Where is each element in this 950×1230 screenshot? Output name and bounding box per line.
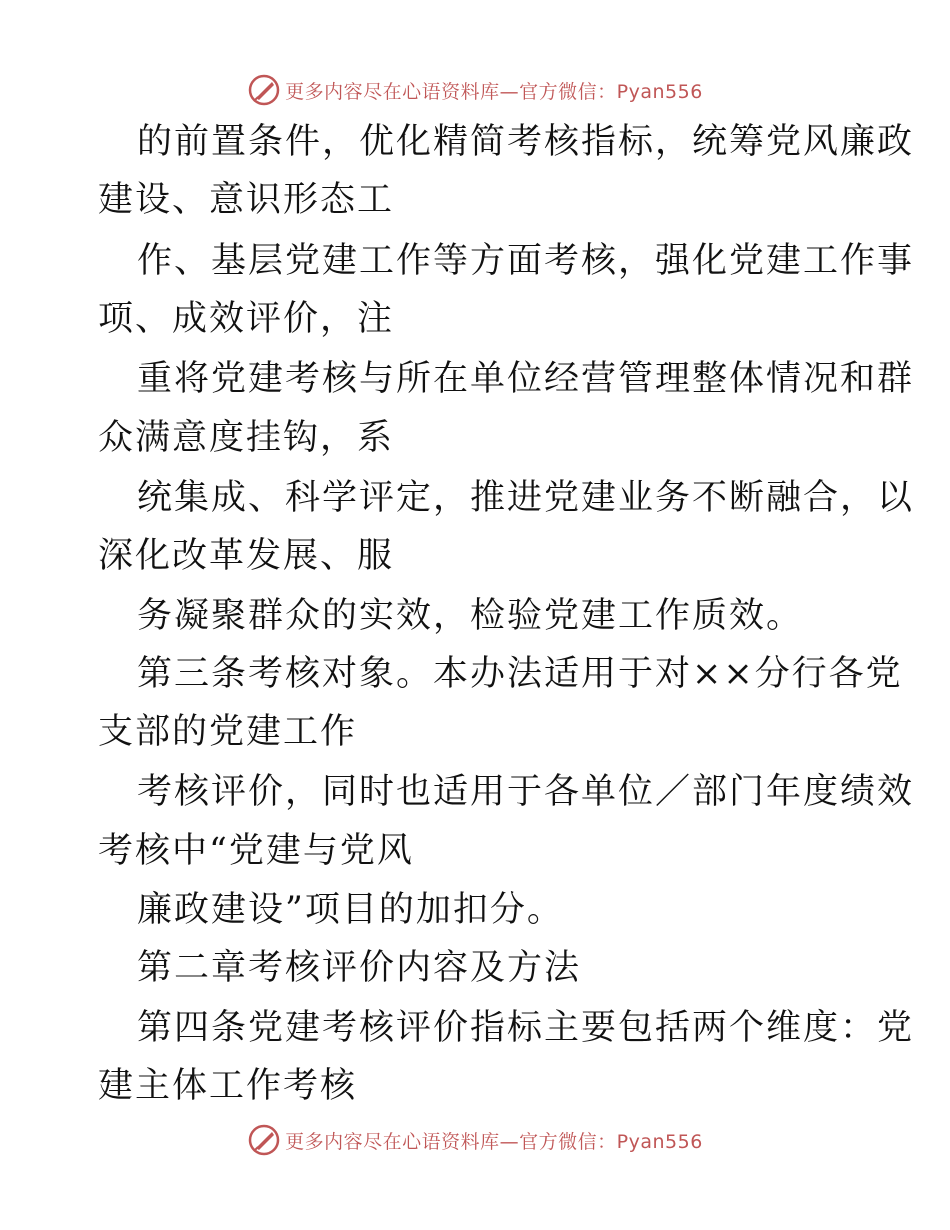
text-line: 第三条考核对象。本办法适用于对××分行各党	[137, 654, 903, 694]
text-line: 建设、意识形态工	[98, 180, 395, 220]
banner-text: 更多内容尽在心语资料库—官方微信：Pyan556	[285, 80, 703, 103]
text-line: 务凝聚群众的实效，检验党建工作质效。	[137, 596, 804, 636]
header-banner	[0, 70, 950, 110]
banner-text: 更多内容尽在心语资料库—官方微信：Pyan556	[285, 1130, 703, 1153]
text-line: 建主体工作考核	[98, 1066, 358, 1106]
section-heading: 第二章考核评价内容及方法	[137, 948, 582, 988]
text-line: 众满意度挂钩，系	[98, 418, 395, 458]
text-line: 支部的党建工作	[98, 712, 358, 752]
text-line: 深化改革发展、服	[98, 536, 395, 576]
text-line: 考核中“党建与党风	[98, 831, 414, 871]
quill-logo-icon	[247, 1123, 281, 1157]
footer-banner	[0, 1120, 950, 1160]
text-line: 统集成、科学评定，推进党建业务不断融合，以	[137, 478, 915, 518]
text-line: 作、基层党建工作等方面考核，强化党建工作事	[137, 241, 915, 281]
text-line: 重将党建考核与所在单位经营管理整体情况和群	[137, 359, 915, 399]
text-line: 项、成效评价，注	[98, 299, 395, 339]
text-line: 廉政建设”项目的加扣分。	[137, 890, 564, 930]
text-line: 考核评价，同时也适用于各单位／部门年度绩效	[137, 772, 915, 812]
text-line: 的前置条件，优化精简考核指标，统筹党风廉政	[137, 122, 915, 162]
quill-logo-icon	[247, 73, 281, 107]
text-line: 第四条党建考核评价指标主要包括两个维度：党	[137, 1008, 915, 1048]
